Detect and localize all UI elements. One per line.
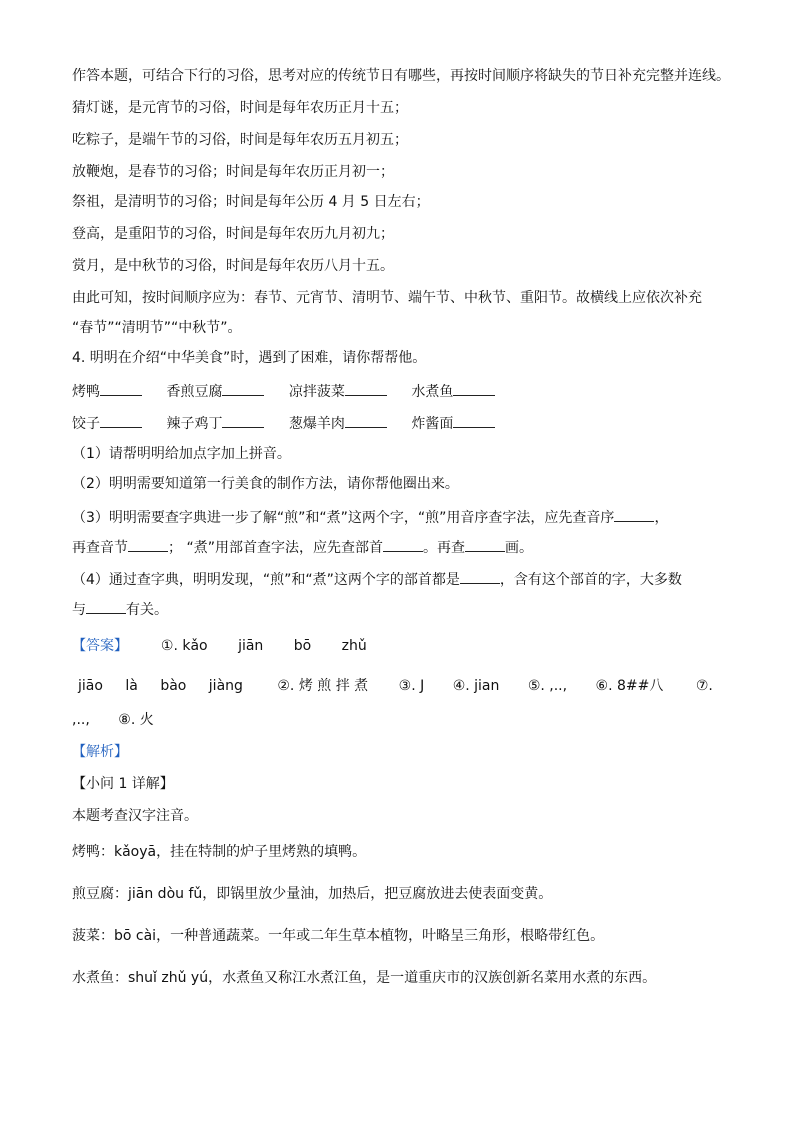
dish-label: 香煎豆腐 [166, 384, 223, 400]
dish-label: 饺子 [72, 416, 100, 432]
question-text: （4）通过查字典，明明发现，“煎”和“煮”这两个字的部首都是 [72, 572, 460, 588]
answer-blank [345, 380, 387, 396]
question-text: 画。 [504, 540, 533, 556]
question-text: 。再查 [422, 540, 465, 556]
question-text: 与 [72, 602, 86, 618]
sub-question-4-line-2 [72, 598, 168, 620]
custom-line: 放鞭炮，是春节的习俗；时间是每年农历正月初一； [72, 164, 394, 180]
conclusion-line: 由此可知，按时间顺序应为：春节、元宵节、清明节、端午节、中秋节、重阳节。故横线上应依次补充 [72, 290, 702, 306]
answer-blank [460, 568, 500, 584]
answer-item: jiān [238, 638, 264, 654]
answer-item: ①. kǎo [160, 638, 208, 654]
explanation-line: 煎豆腐：jiān dòu fǔ，即锅里放少量油，加热后，把豆腐放进去使表面变黄。 [72, 886, 553, 902]
sub-question-1-heading: 【小问 1 详解】 [72, 776, 174, 792]
question-text: 有关。 [126, 602, 168, 618]
answer-blank [222, 380, 264, 396]
answer-blank [86, 598, 126, 614]
answer-item: ⑤. ,.., [527, 678, 568, 694]
dish-label: 水煮鱼 [411, 384, 454, 400]
answer-blank [465, 536, 505, 552]
question-text: （3）明明需要查字典进一步了解“煎”和“煮”这两个字，“煎”用音序查字法，应先查音序 [72, 510, 615, 526]
conclusion-line: “春节”“清明节”“中秋节”。 [72, 320, 242, 336]
dish-label: 炸酱面 [411, 416, 454, 432]
answer-blank [614, 506, 654, 522]
explanation-line: 烤鸭：kǎoyā，挂在特制的炉子里烤熟的填鸭。 [72, 844, 367, 860]
question-text: 再查音节 [72, 540, 128, 556]
answer-blank [453, 380, 495, 396]
answer-label: 【答案】 [72, 638, 128, 654]
answer-item: ⑧. 火 [118, 712, 154, 728]
answer-item: ⑦. [695, 678, 713, 694]
answer-item: bō [293, 638, 312, 654]
analysis-label: 【解析】 [72, 744, 128, 760]
answer-blank [222, 412, 264, 428]
answer-line-3 [72, 710, 154, 730]
question-text: ； “煮”用部首查字法，应先查部首 [168, 540, 383, 556]
dishes-row-1 [72, 380, 495, 402]
custom-line: 吃粽子，是端午节的习俗，时间是每年农历五月初五； [72, 132, 408, 148]
answer-blank [383, 536, 423, 552]
dish-label: 辣子鸡丁 [166, 416, 223, 432]
answer-item: ②. 烤 煎 拌 煮 [277, 678, 369, 694]
answer-item: ,.., [72, 712, 90, 728]
answer-item: bào [160, 678, 187, 694]
answer-blank [453, 412, 495, 428]
answer-blank [128, 536, 168, 552]
intro-text: 作答本题，可结合下行的习俗，思考对应的传统节日有哪些，再按时间顺序将缺失的节日补充完整并连线。 [72, 68, 730, 84]
custom-line: 登高，是重阳节的习俗，时间是每年农历九月初九； [72, 226, 394, 242]
answer-item: jiàng [208, 678, 243, 694]
answer-item: jiāo [78, 678, 103, 694]
answer-item: ④. jian [452, 678, 500, 694]
question-4-title: 4. 明明在介绍“中华美食”时，遇到了困难，请你帮帮他。 [72, 350, 427, 366]
sub-question-3-line-1: （3）明明需要查字典进一步了解“煎”和“煮”这两个字，“煎”用音序查字法，应先查音序 ， [72, 506, 668, 528]
sub-question-3-line-2 [72, 536, 533, 558]
answer-item: ⑥. 8##八 [595, 678, 664, 694]
dishes-row-2 [72, 412, 495, 434]
answer-item: ③. J [398, 678, 425, 694]
sub-question-2: （2）明明需要知道第一行美食的制作方法，请你帮他圈出来。 [72, 476, 459, 492]
dish-label: 烤鸭 [72, 384, 100, 400]
sub-question-1-intro: 本题考查汉字注音。 [72, 808, 198, 824]
sub-question-4-line-1 [72, 568, 682, 590]
answer-line-1 [72, 636, 367, 656]
dish-label: 葱爆羊肉 [288, 416, 345, 432]
explanation-line: 菠菜：bō cài，一种普通蔬菜。一年或二年生草本植物，叶略呈三角形，根略带红色。 [72, 928, 605, 944]
explanation-line: 水煮鱼：shuǐ zhǔ yú，水煮鱼又称江水煮江鱼，是一道重庆市的汉族创新名菜用水煮的东西。 [72, 970, 657, 986]
answer-item: là [125, 678, 138, 694]
custom-line: 猜灯谜，是元宵节的习俗，时间是每年农历正月十五； [72, 100, 408, 116]
sub-question-1: （1）请帮明明给加点字加上拼音。 [72, 446, 291, 462]
custom-line: 祭祖，是清明节的习俗；时间是每年公历 4 月 5 日左右； [72, 194, 430, 210]
answer-line-2 [78, 676, 713, 696]
answer-item: zhǔ [341, 638, 367, 654]
answer-blank [345, 412, 387, 428]
dish-label: 凉拌菠菜 [288, 384, 345, 400]
answer-blank [100, 412, 142, 428]
answer-blank [100, 380, 142, 396]
custom-line: 赏月，是中秋节的习俗，时间是每年农历八月十五。 [72, 258, 394, 274]
question-text: ，含有这个部首的字，大多数 [499, 572, 682, 588]
